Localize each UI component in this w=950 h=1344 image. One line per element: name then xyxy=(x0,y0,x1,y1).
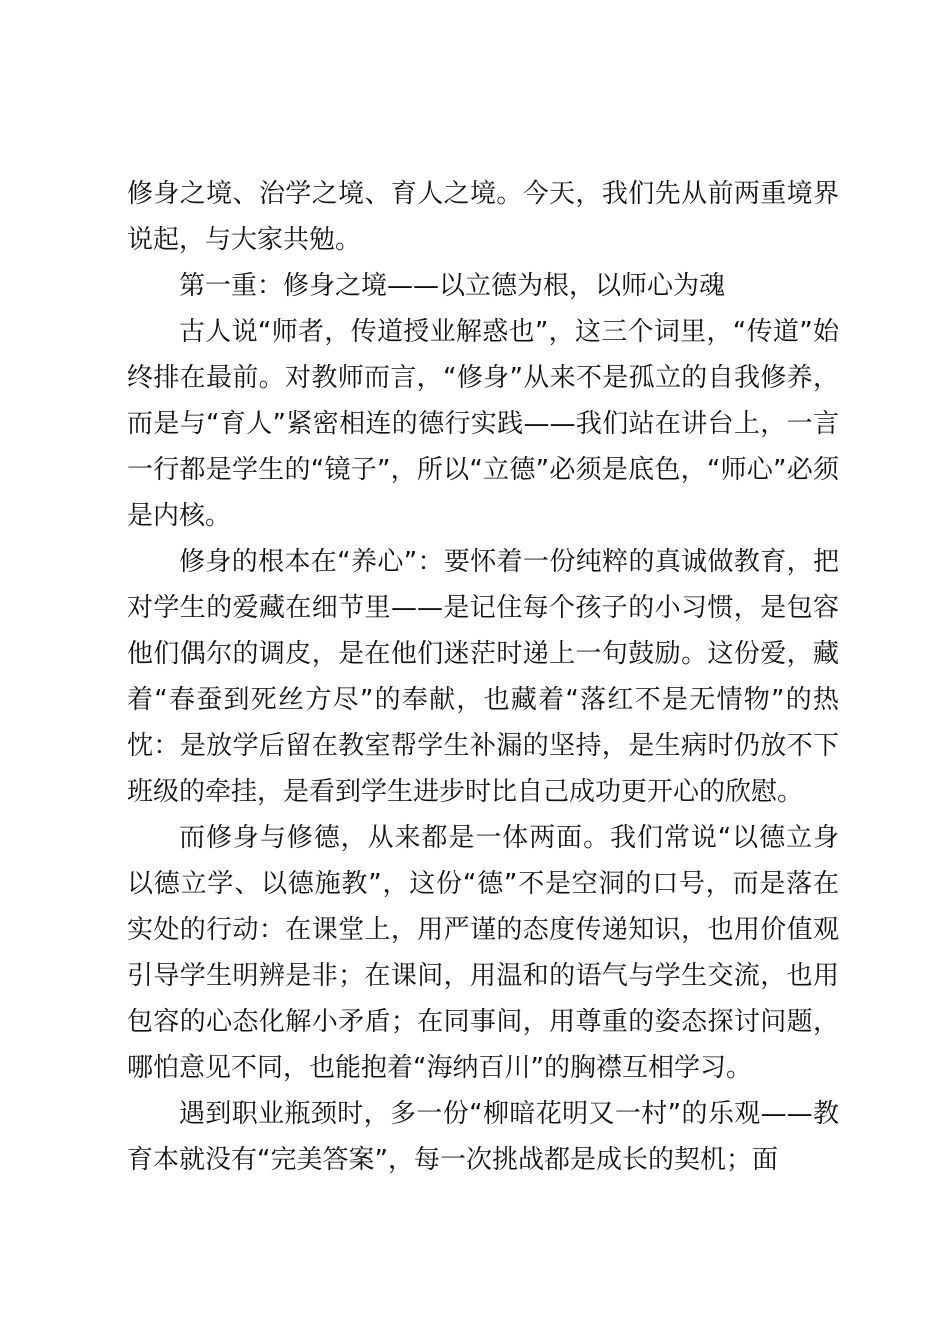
section-heading: 第一重：修身之境——以立德为根，以师心为魂 xyxy=(179,271,726,301)
paragraph: 遇到职业瓶颈时，多一份“柳暗花明又一村”的乐观——教育本就没有“完美答案”，每一次挑战都是成长的契机；面 xyxy=(127,1099,839,1175)
body-text xyxy=(127,171,839,1183)
paragraph-continuation: 修身之境、治学之境、育人之境。今天，我们先从前两重境界说起，与大家共勉。 xyxy=(127,179,839,255)
paragraph: 古人说“师者，传道授业解惑也”，这三个词里，“传道”始终排在最前。对教师而言，“修身”从来不是孤立的自我修养，而是与“育人”紧密相连的德行实践——我们站在讲台上，一言一行都是学生的“镜子”，所以“立德”必须是底色，“师心”必须是内核。 xyxy=(127,317,839,531)
paragraph: 而修身与修德，从来都是一体两面。我们常说“以德立身以德立学、以德施教”，这份“德”不是空洞的口号，而是落在实处的行动：在课堂上，用严谨的态度传递知识，也用价值观引导学生明辨是非；在课间，用温和的语气与学生交流，也用包容的心态化解小矛盾；在同事间，用尊重的姿态探讨问题，哪怕意见不同，也能抱着“海纳百川”的胸襟互相学习。 xyxy=(127,823,839,1083)
paragraph: 修身的根本在“养心”：要怀着一份纯粹的真诚做教育，把对学生的爱藏在细节里——是记住每个孩子的小习惯，是包容他们偶尔的调皮，是在他们迷茫时递上一句鼓励。这份爱，藏着“春蚕到死丝方尽”的奉献，也藏着“落红不是无情物”的热忱：是放学后留在教室帮学生补漏的坚持，是生病时仍放不下班级的牵挂，是看到学生进步时比自己成功更开心的欣慰。 xyxy=(127,547,839,807)
